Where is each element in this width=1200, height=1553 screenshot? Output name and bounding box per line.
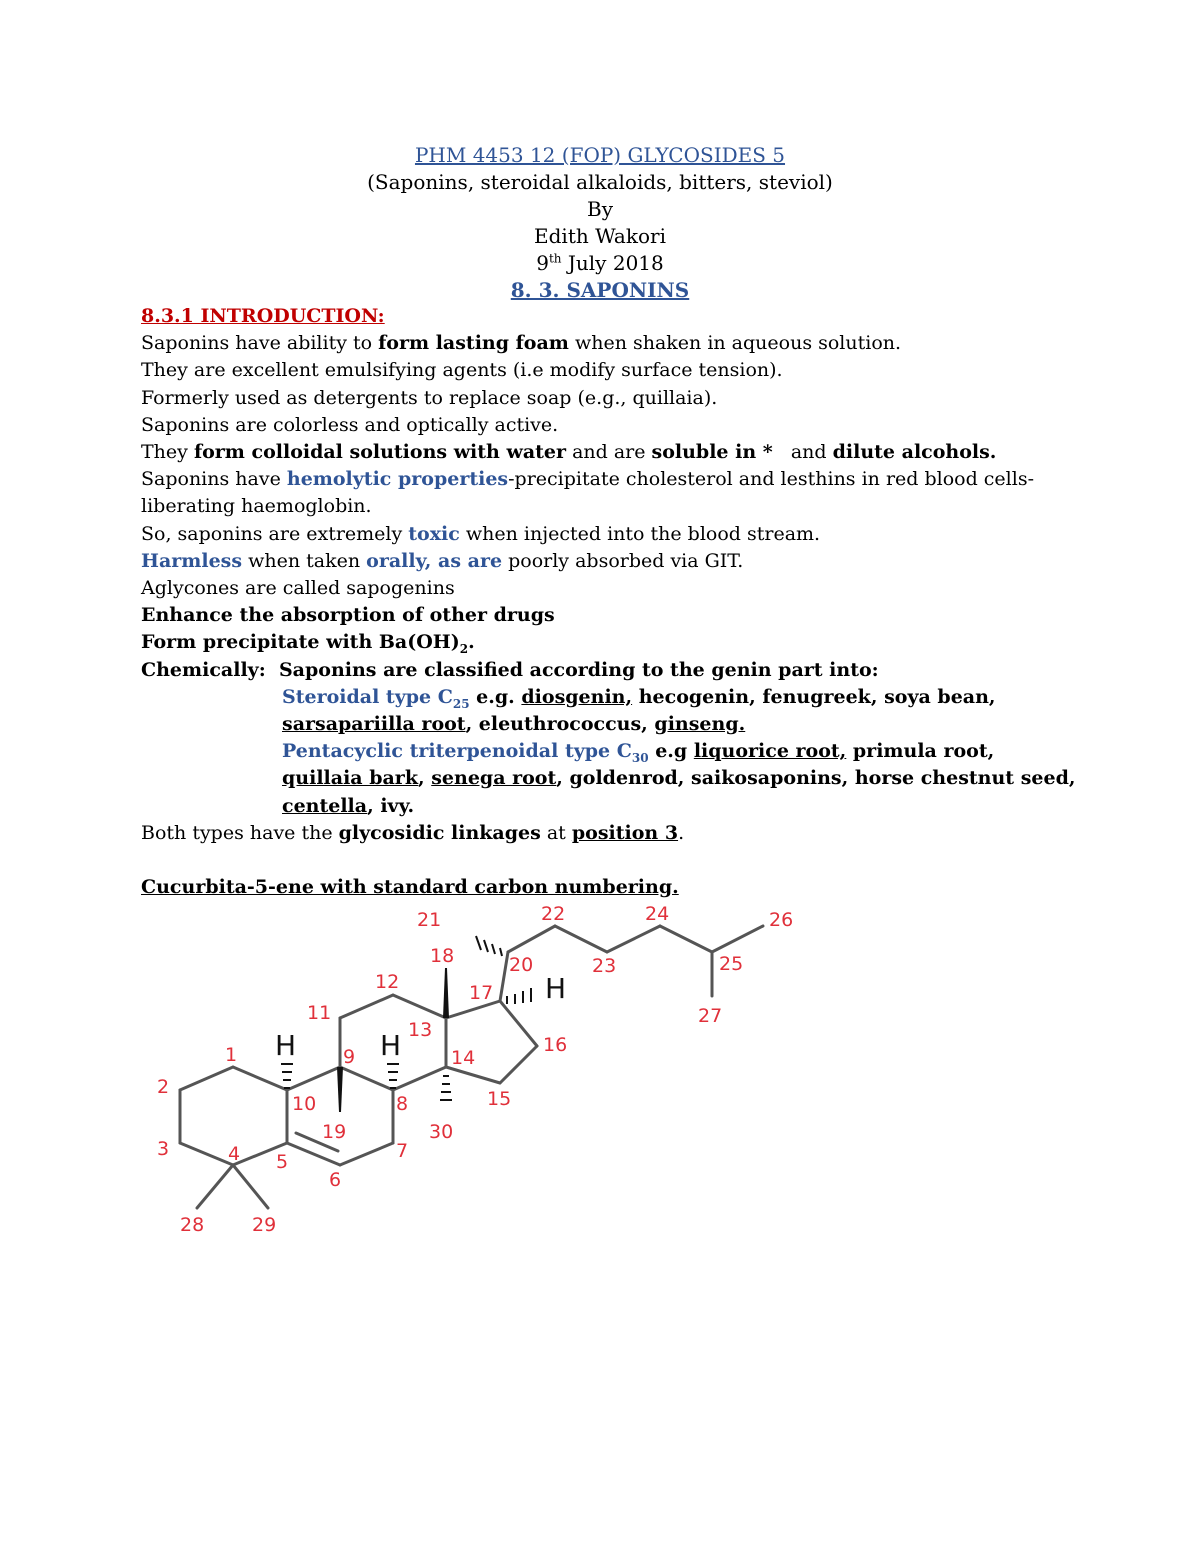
classification-line: Chemically: Saponins are classified according to the genin part into: (141, 658, 879, 681)
hydrogen-atom: H (275, 1029, 297, 1062)
intro-line: So, saponins are extremely toxic when injected into the blood stream. (141, 522, 821, 545)
carbon-label: 12 (375, 971, 400, 993)
bond (555, 926, 607, 952)
carbon-label: 13 (408, 1019, 433, 1041)
intro-heading: 8.3.1 INTRODUCTION: (141, 305, 385, 327)
intro-line: They form colloidal solutions with water and are soluble in * and dilute alcohols. (141, 441, 997, 464)
bond (712, 926, 763, 952)
carbon-label: 22 (541, 903, 566, 925)
carbon-label: 30 (429, 1121, 454, 1143)
carbon-label: 28 (180, 1214, 205, 1236)
by-line: By (587, 197, 613, 221)
figure-caption: Cucurbita-5-ene with standard carbon numbering. (141, 876, 679, 899)
bond (233, 1165, 268, 1208)
carbon-label: 8 (396, 1093, 409, 1115)
carbon-label: 18 (430, 945, 455, 967)
intro-line: Both types have the glycosidic linkages at position 3. (141, 821, 685, 844)
document-title: PHM 4453 12 (FOP) GLYCOSIDES 5 (414, 143, 786, 167)
bond (500, 952, 508, 1001)
intro-line: Saponins have ability to form lasting foam when shaken in aqueous solution. (141, 332, 902, 355)
carbon-label: 16 (543, 1034, 568, 1056)
bond (340, 1143, 393, 1165)
hydrogen-atom: H (545, 972, 567, 1005)
intro-line: Form precipitate with $Ba(OH)_2$. (141, 631, 475, 657)
carbon-label: 20 (509, 954, 534, 976)
triterpenoidal-type-item: Pentacyclic triterpenoidal type $C_{30}$ e.g liquorice root, primula root, quillaia bark, senega root, goldenrod, saikosaponins, horse chestnut seed, centella, ivy. (282, 740, 1076, 817)
bond (340, 1067, 393, 1090)
section-heading: 8. 3. SAPONINS (510, 278, 690, 302)
carbon-label: 29 (252, 1214, 277, 1236)
bond (180, 1143, 233, 1165)
carbon-label: 10 (292, 1093, 317, 1115)
carbon-label: 19 (322, 1121, 347, 1143)
carbon-label: 17 (469, 982, 494, 1004)
bond (233, 1067, 287, 1090)
hash-bond (476, 936, 481, 950)
bond (180, 1067, 233, 1090)
carbon-label: 7 (396, 1140, 409, 1162)
carbon-label: 5 (276, 1151, 289, 1173)
carbon-label: 25 (719, 953, 744, 975)
bond (393, 995, 446, 1018)
intro-line: Enhance the absorption of other drugs (141, 604, 555, 627)
bond (393, 1067, 446, 1090)
intro-line: They are excellent emulsifying agents (i.e modify surface tension). (141, 359, 783, 382)
bond (446, 1067, 500, 1083)
wedge-bond (443, 968, 449, 1018)
hash-bond (500, 948, 502, 956)
author-name: Edith Wakori (534, 224, 666, 248)
hash-bond (484, 940, 488, 952)
wedge-bond (337, 1067, 343, 1112)
document-subtitle: (Saponins, steroidal alkaloids, bitters, steviol) (367, 170, 833, 194)
bond (287, 1067, 340, 1090)
molecule-structure (140, 895, 840, 1245)
spacer (141, 847, 1081, 874)
bond (500, 1046, 537, 1083)
carbon-label: 1 (225, 1044, 238, 1066)
carbon-label: 14 (451, 1047, 476, 1069)
carbon-label: 24 (645, 903, 670, 925)
carbon-label: 26 (769, 909, 794, 931)
carbon-label: 27 (698, 1005, 723, 1027)
bond (508, 926, 555, 952)
intro-line: Formerly used as detergents to replace soap (e.g., quillaia). (141, 386, 718, 409)
document-date: 9th July 2018 (536, 251, 664, 275)
carbon-label: 9 (343, 1046, 356, 1068)
carbon-label: 6 (329, 1169, 342, 1191)
carbon-label: 4 (228, 1143, 241, 1165)
intro-section (141, 303, 1081, 901)
bond (607, 926, 660, 952)
bond (660, 926, 712, 952)
carbon-label: 11 (307, 1002, 332, 1024)
carbon-label: 15 (487, 1088, 512, 1110)
intro-line: liberating haemoglobin. (141, 495, 372, 518)
hydrogen-atom: H (380, 1029, 402, 1062)
bond (340, 995, 393, 1018)
intro-line: Saponins have hemolytic properties-precipitate cholesterol and lesthins in red blood cells- (141, 468, 1035, 491)
carbon-label: 2 (157, 1076, 170, 1098)
carbon-label: 3 (157, 1138, 170, 1160)
steroidal-type-item: Steroidal type $C_{25}$ e.g. diosgenin, hecogenin, fenugreek, soya bean, sarsapariilla root, eleuthrococcus, ginseng. (282, 685, 996, 736)
carbon-label: 23 (592, 955, 617, 977)
bond (197, 1165, 233, 1208)
bond (287, 1143, 340, 1165)
carbon-label: 21 (417, 909, 442, 931)
intro-line: Harmless when taken orally, as are poorly absorbed via GIT. (141, 549, 744, 572)
intro-line: Saponins are colorless and optically active. (141, 413, 559, 436)
bond (500, 1001, 537, 1046)
intro-line: Aglycones are called sapogenins (141, 577, 455, 600)
hash-bond (492, 944, 495, 954)
